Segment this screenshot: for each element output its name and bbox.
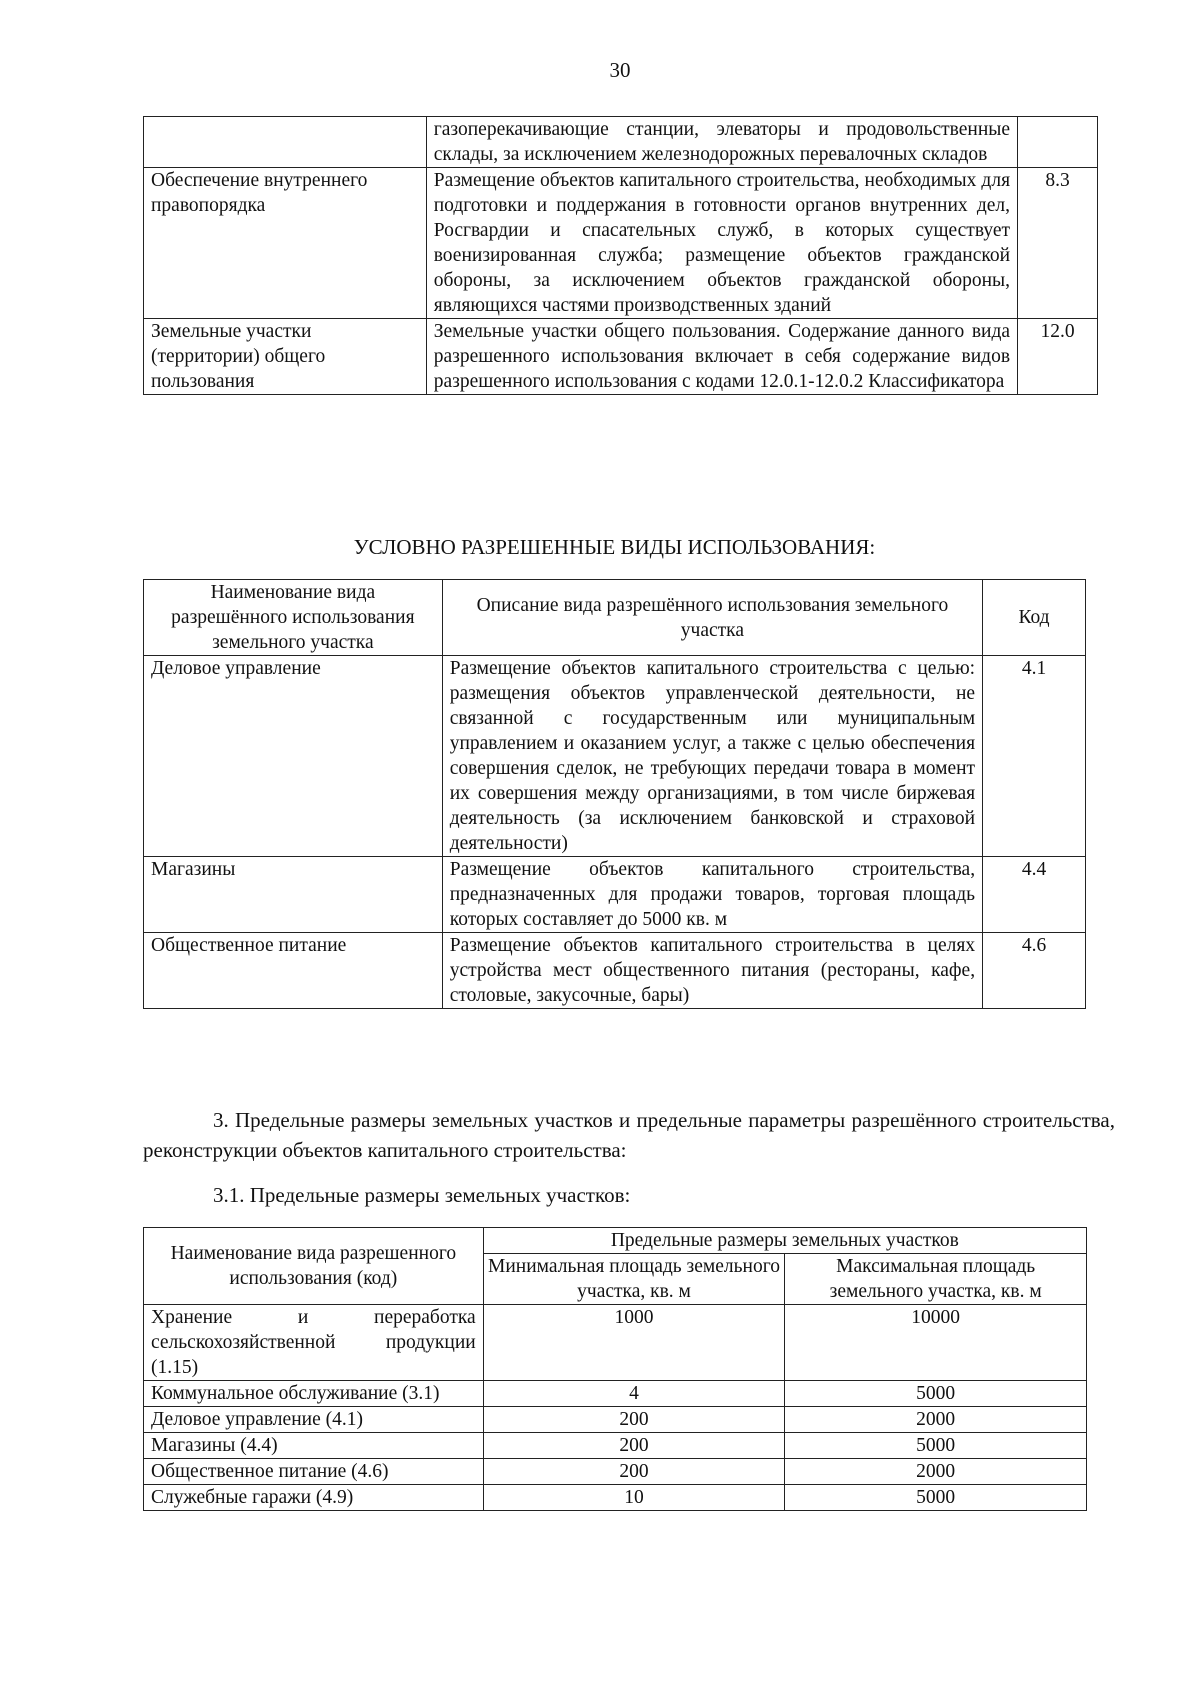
table-row	[144, 933, 1086, 1009]
use-description-cell: Размещение объектов капитального строительства, необходимых для подготовки и поддержания в готовности органов внутренних дел, Росгвардии и спасательных служб, в которых существует военизированная служба; размещение объектов гражданской обороны, за исключением объектов гражданской обороны, являющихся частями производственных зданий	[426, 168, 1017, 319]
column-header-min-area: Минимальная площадь земельного участка, кв. м	[483, 1254, 785, 1305]
max-area-cell: 5000	[785, 1485, 1087, 1511]
use-code-cell: 8.3	[1018, 168, 1098, 319]
max-area-cell: 5000	[785, 1433, 1087, 1459]
use-description-cell: газоперекачивающие станции, элеваторы и продовольственные склады, за исключением железнодорожных перевалочных складов	[426, 117, 1017, 168]
paragraph-3: 3. Предельные размеры земельных участков и предельные параметры разрешённого строительства, реконструкции объектов капитального строительства:	[143, 1108, 1115, 1162]
use-description-cell: Земельные участки общего пользования. Содержание данного вида разрешенного использования включает в себя содержание видов разрешенного использования с кодами 12.0.1-12.0.2 Классификатора	[426, 319, 1017, 395]
max-area-cell: 5000	[785, 1381, 1087, 1407]
column-header-size-limits: Предельные размеры земельных участков	[483, 1228, 1086, 1254]
column-header-name: Наименование вида разрешённого использования земельного участка	[144, 580, 443, 656]
table-row	[144, 168, 1098, 319]
use-name-cell: Магазины (4.4)	[144, 1433, 484, 1459]
min-area-cell: 10	[483, 1485, 785, 1511]
min-area-cell: 1000	[483, 1305, 785, 1381]
use-code-cell: 4.6	[983, 933, 1086, 1009]
table-row	[144, 1407, 1087, 1433]
table-row	[144, 1433, 1087, 1459]
column-header-description: Описание вида разрешённого использования земельного участка	[442, 580, 982, 656]
use-name-cell: Деловое управление (4.1)	[144, 1407, 484, 1433]
use-description-cell: Размещение объектов капитального строительства с целью: размещения объектов управленческой деятельности, не связанной с государственным или муниципальным управлением и оказанием услуг, а также с целью обеспечения совершения сделок, не требующих передачи товара в момент их совершения между организациями, в том числе биржевая деятельность (за исключением банковской и страховой деятельности)	[442, 656, 982, 857]
use-name-cell: Служебные гаражи (4.9)	[144, 1485, 484, 1511]
min-area-cell: 200	[483, 1407, 785, 1433]
use-description-cell: Размещение объектов капитального строительства в целях устройства мест общественного питания (рестораны, кафе, столовые, закусочные, бары)	[442, 933, 982, 1009]
table-header-row	[144, 580, 1086, 656]
use-name-cell: Коммунальное обслуживание (3.1)	[144, 1381, 484, 1407]
max-area-cell: 2000	[785, 1459, 1087, 1485]
table-row	[144, 1459, 1087, 1485]
max-area-cell: 10000	[785, 1305, 1087, 1381]
column-header-max-area: Максимальная площадь земельного участка, кв. м	[785, 1254, 1087, 1305]
table-row	[144, 656, 1086, 857]
min-area-cell: 200	[483, 1459, 785, 1485]
use-name-cell: Земельные участки (территории) общего пользования	[144, 319, 427, 395]
table-row	[144, 1381, 1087, 1407]
use-description-cell: Размещение объектов капитального строительства, предназначенных для продажи товаров, торговая площадь которых составляет до 5000 кв. м	[442, 857, 982, 933]
conditional-uses-table	[143, 579, 1086, 1009]
use-name-cell: Деловое управление	[144, 656, 443, 857]
table-row	[144, 857, 1086, 933]
permitted-uses-table-continued	[143, 116, 1098, 395]
use-code-cell: 4.1	[983, 656, 1086, 857]
use-name-cell: Общественное питание	[144, 933, 443, 1009]
table-header-row	[144, 1228, 1087, 1254]
use-name-cell	[144, 117, 427, 168]
use-name-cell: Общественное питание (4.6)	[144, 1459, 484, 1485]
land-plot-size-limits-table	[143, 1227, 1087, 1511]
min-area-cell: 200	[483, 1433, 785, 1459]
use-name-cell: Обеспечение внутреннего правопорядка	[144, 168, 427, 319]
column-header-use-name: Наименование вида разрешенного использования (код)	[144, 1228, 484, 1305]
conditional-uses-heading: УСЛОВНО РАЗРЕШЕННЫЕ ВИДЫ ИСПОЛЬЗОВАНИЯ:	[353, 535, 876, 559]
table-row	[144, 319, 1098, 395]
page-number: 30	[609, 58, 631, 82]
use-name-cell: Хранение и переработка сельскохозяйственной продукции (1.15)	[144, 1305, 484, 1381]
use-code-cell: 12.0	[1018, 319, 1098, 395]
use-code-cell: 4.4	[983, 857, 1086, 933]
paragraph-3-1: 3.1. Предельные размеры земельных участков:	[213, 1183, 631, 1207]
use-name-cell: Магазины	[144, 857, 443, 933]
table-row	[144, 1305, 1087, 1381]
use-code-cell	[1018, 117, 1098, 168]
table-row	[144, 1485, 1087, 1511]
min-area-cell: 4	[483, 1381, 785, 1407]
column-header-code: Код	[983, 580, 1086, 656]
max-area-cell: 2000	[785, 1407, 1087, 1433]
table-row	[144, 117, 1098, 168]
